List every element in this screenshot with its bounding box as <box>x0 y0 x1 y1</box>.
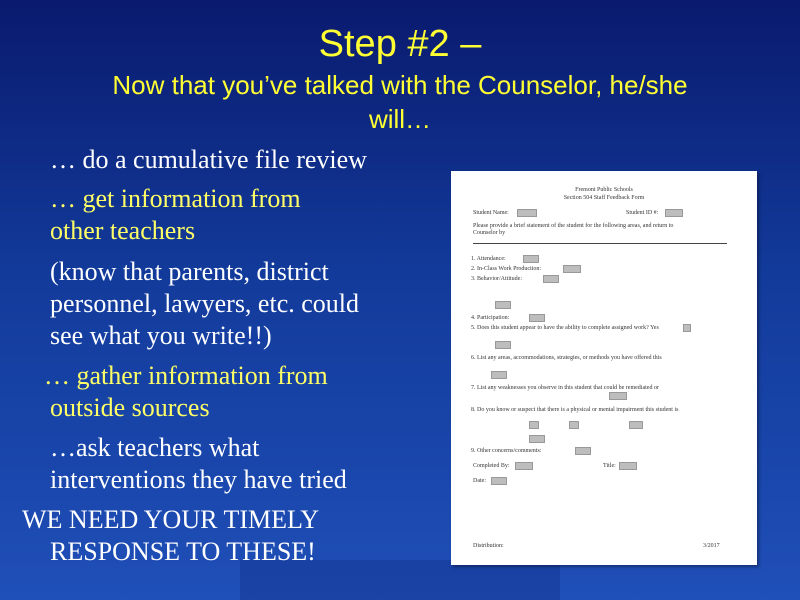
feedback-form-image <box>451 171 757 565</box>
bullet-note-line1: (know that parents, district <box>50 257 329 286</box>
doc-explain-field-1 <box>495 301 511 309</box>
doc-participation-field <box>529 314 545 322</box>
doc-student-id-field <box>665 209 683 217</box>
bullet-outside-line2: outside sources <box>50 393 210 422</box>
doc-other-field <box>575 447 591 455</box>
doc-impairment-yes-box <box>529 421 539 429</box>
bullet-teachers-line2: other teachers <box>50 216 196 245</box>
title-main: Step #2 – <box>318 23 482 65</box>
bullet-note-line3: see what you write!!) <box>50 321 272 350</box>
doc-distribution-label: Distribution: <box>473 543 504 549</box>
doc-org: Fremont Public Schools <box>575 187 633 193</box>
doc-intro-line1: Please provide a brief statement of the student for the following areas, and return to <box>473 223 674 229</box>
doc-impairment-unsure-box <box>629 421 643 429</box>
doc-explain-field-2 <box>495 341 511 349</box>
doc-title-field <box>619 462 637 470</box>
bullet-interventions-line1: …ask teachers what <box>50 433 260 462</box>
doc-ability-yes-box <box>683 324 691 332</box>
doc-strategies-field <box>491 371 507 379</box>
doc-attendance-field <box>523 255 539 263</box>
doc-item-other: 9. Other concerns/comments: <box>471 448 542 454</box>
doc-item-work: 2. In-Class Work Production: <box>471 266 542 272</box>
doc-behavior-field <box>543 275 559 283</box>
doc-form-title: Section 504 Staff Feedback Form <box>563 195 645 201</box>
doc-work-field <box>563 265 581 273</box>
doc-student-name-field <box>517 209 537 217</box>
bullet-outside-line1: … gather information from <box>44 361 328 390</box>
doc-footer-date: 3/2017 <box>703 543 720 549</box>
bullet-teachers-line1: … get information from <box>50 184 301 213</box>
doc-explain-field-3 <box>529 435 545 443</box>
doc-item-impairment: 8. Do you know or suspect that there is a physical or mental impairment this student is <box>471 407 679 413</box>
bullet-file-review: … do a cumulative file review <box>50 145 367 174</box>
doc-title-label: Title: <box>603 463 616 469</box>
doc-item-participation: 4. Participation: <box>471 315 510 321</box>
doc-completed-by-label: Completed By: <box>473 463 510 469</box>
doc-item-behavior: 3. Behavior/Attitude: <box>471 276 522 282</box>
doc-divider <box>473 243 727 244</box>
bullet-interventions-line2: interventions they have tried <box>50 465 347 494</box>
doc-intro-line2: Counselor by <box>473 230 506 236</box>
title-sub-line1: Now that you’ve talked with the Counselor, he/she <box>112 70 688 100</box>
doc-date-label: Date: <box>473 478 486 484</box>
doc-item-strategies: 6. List any areas, accommodations, strategies, or methods you have offered this <box>471 355 662 361</box>
doc-item-weaknesses: 7. List any weaknesses you observe in this student that could be remediated or <box>471 385 659 391</box>
bullet-note-line2: personnel, lawyers, etc. could <box>50 289 360 318</box>
doc-impairment-no-box <box>569 421 579 429</box>
doc-student-name-label: Student Name: <box>473 210 509 216</box>
doc-weaknesses-field <box>609 392 627 400</box>
bullet-timely-line1: WE NEED YOUR TIMELY <box>22 505 320 534</box>
doc-item-ability: 5. Does this student appear to have the ability to complete assigned work? Yes <box>471 325 659 331</box>
doc-item-attendance: 1. Attendance: <box>471 256 506 262</box>
doc-completed-by-field <box>515 462 533 470</box>
slide-title <box>0 22 800 134</box>
doc-student-id-label: Student ID #: <box>626 210 659 216</box>
doc-date-field <box>491 477 507 485</box>
title-sub-line2: will… <box>368 104 432 134</box>
bullet-timely-line2: RESPONSE TO THESE! <box>50 537 316 566</box>
